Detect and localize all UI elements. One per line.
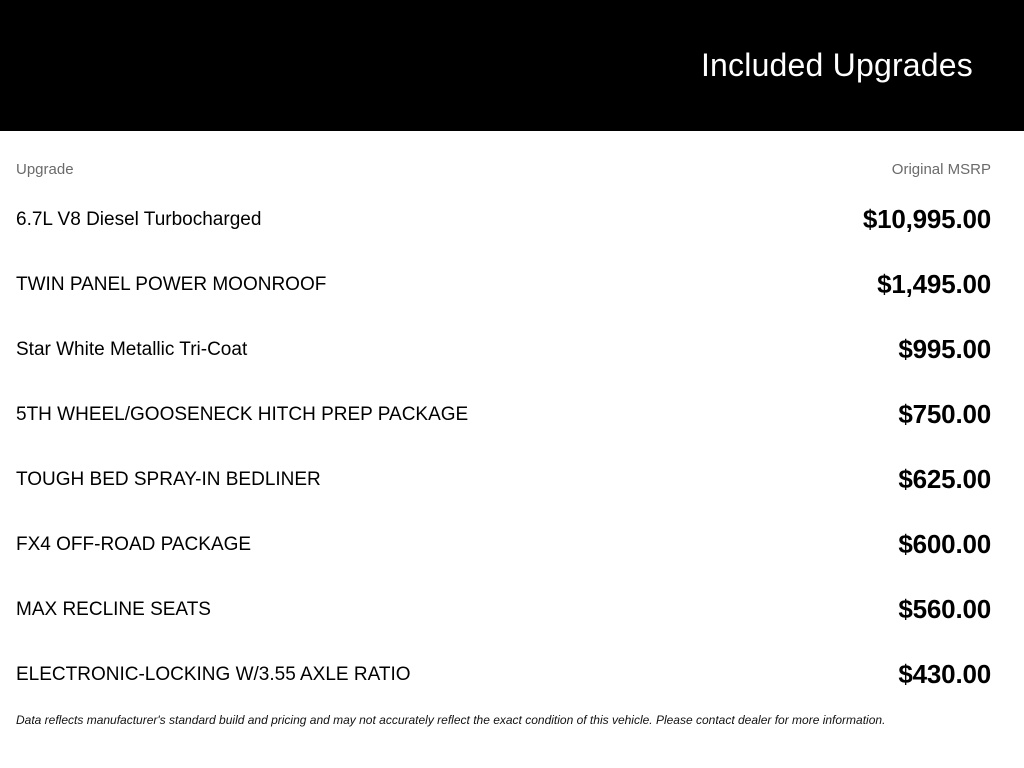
table-row <box>16 512 991 577</box>
column-header-upgrade: Upgrade <box>16 161 74 178</box>
table-row <box>16 382 991 447</box>
table-row <box>16 252 991 317</box>
upgrade-name: TOUGH BED SPRAY-IN BEDLINER <box>16 468 321 490</box>
upgrade-price: $625.00 <box>898 464 991 494</box>
column-header-msrp: Original MSRP <box>891 161 991 178</box>
table-header-row <box>16 131 991 179</box>
upgrade-price: $560.00 <box>898 594 991 624</box>
upgrade-price: $10,995.00 <box>862 204 991 234</box>
table-row <box>16 642 991 707</box>
upgrade-name: 5TH WHEEL/GOOSENECK HITCH PREP PACKAGE <box>16 403 469 425</box>
upgrade-price: $1,495.00 <box>877 269 991 299</box>
upgrades-table <box>0 131 1024 727</box>
table-row <box>16 447 991 512</box>
table-body <box>16 187 991 707</box>
upgrade-price: $430.00 <box>898 659 991 689</box>
upgrade-price: $995.00 <box>898 334 991 364</box>
upgrade-name: MAX RECLINE SEATS <box>16 598 211 620</box>
upgrade-price: $750.00 <box>898 399 991 429</box>
table-row <box>16 317 991 382</box>
upgrade-name: 6.7L V8 Diesel Turbocharged <box>16 208 262 230</box>
upgrade-name: FX4 OFF-ROAD PACKAGE <box>16 533 252 555</box>
disclaimer-text: Data reflects manufacturer's standard build and pricing and may not accurately reflect the exact condition of this vehicle. Please contact dealer for more information. <box>16 713 886 727</box>
page-title: Included Upgrades <box>700 47 973 83</box>
upgrade-name: Star White Metallic Tri-Coat <box>16 338 248 360</box>
table-row <box>16 577 991 642</box>
upgrade-name: ELECTRONIC-LOCKING W/3.55 AXLE RATIO <box>16 663 411 685</box>
upgrade-price: $600.00 <box>898 529 991 559</box>
header-bar <box>0 0 1024 131</box>
table-row <box>16 187 991 252</box>
upgrade-name: TWIN PANEL POWER MOONROOF <box>16 273 327 295</box>
